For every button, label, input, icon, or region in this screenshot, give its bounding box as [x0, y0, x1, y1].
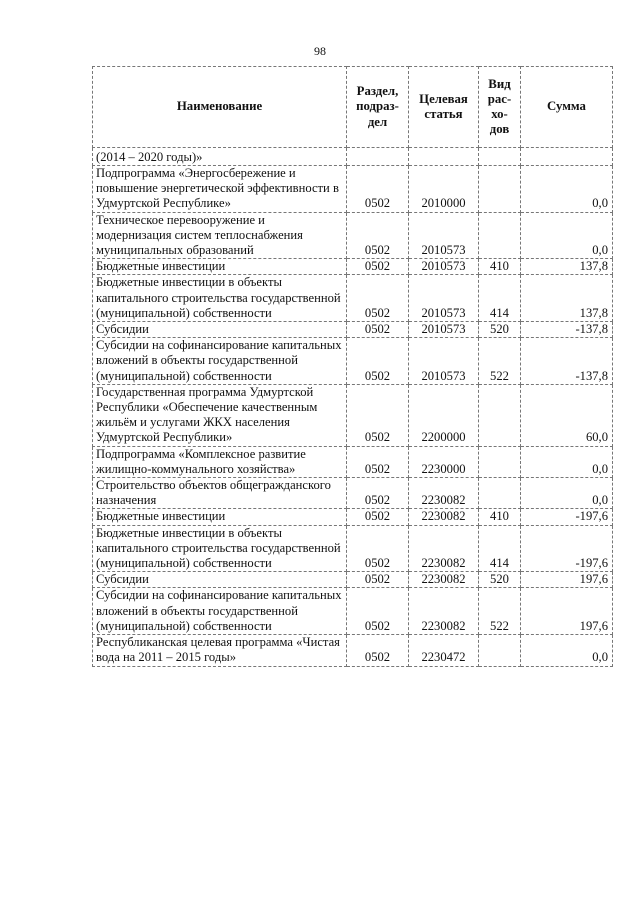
- cell-name: Бюджетные инвестиции: [93, 259, 347, 275]
- cell-name: Субсидии: [93, 572, 347, 588]
- cell-type: [479, 446, 521, 477]
- cell-type: 522: [479, 588, 521, 635]
- cell-target: 2230082: [409, 525, 479, 572]
- table-header-row: [93, 67, 613, 148]
- cell-target: 2010573: [409, 259, 479, 275]
- cell-target: 2230082: [409, 588, 479, 635]
- cell-section: 0502: [347, 338, 409, 385]
- cell-sum: [521, 148, 613, 166]
- cell-target: 2200000: [409, 384, 479, 446]
- cell-section: 0502: [347, 525, 409, 572]
- cell-section: 0502: [347, 588, 409, 635]
- cell-target: 2230472: [409, 635, 479, 666]
- cell-name: Бюджетные инвестиции в объекты капитального строительства государственной (муниципальной) собственности: [93, 275, 347, 322]
- cell-section: [347, 148, 409, 166]
- cell-section: 0502: [347, 478, 409, 509]
- cell-name: Субсидии на софинансирование капитальных вложений в объекты государственной (муниципальной) собственности: [93, 338, 347, 385]
- page-number: 98: [314, 44, 326, 58]
- cell-name: Строительство объектов общегражданского назначения: [93, 478, 347, 509]
- cell-section: 0502: [347, 166, 409, 213]
- budget-table: [92, 66, 613, 667]
- table-row: [93, 166, 613, 213]
- cell-name: Субсидии на софинансирование капитальных вложений в объекты государственной (муниципальной) собственности: [93, 588, 347, 635]
- table-row: [93, 338, 613, 385]
- cell-type: [479, 212, 521, 259]
- cell-target: 2010000: [409, 166, 479, 213]
- cell-type: [479, 384, 521, 446]
- cell-type: [479, 635, 521, 666]
- table-body: [93, 148, 613, 667]
- cell-target: 2230082: [409, 509, 479, 525]
- cell-name: Республиканская целевая программа «Чистая вода на 2011 – 2015 годы»: [93, 635, 347, 666]
- cell-sum: -197,6: [521, 525, 613, 572]
- cell-name: Подпрограмма «Комплексное развитие жилищно-коммунального хозяйства»: [93, 446, 347, 477]
- cell-target: 2230082: [409, 572, 479, 588]
- cell-target: 2010573: [409, 322, 479, 338]
- cell-type: 414: [479, 525, 521, 572]
- cell-section: 0502: [347, 509, 409, 525]
- cell-sum: 0,0: [521, 166, 613, 213]
- header-sum: Сумма: [521, 67, 613, 148]
- cell-sum: -197,6: [521, 509, 613, 525]
- table-row: [93, 275, 613, 322]
- table-row: [93, 446, 613, 477]
- table-row: [93, 259, 613, 275]
- cell-sum: 197,6: [521, 572, 613, 588]
- cell-section: 0502: [347, 212, 409, 259]
- cell-type: [479, 478, 521, 509]
- cell-section: 0502: [347, 446, 409, 477]
- cell-type: 414: [479, 275, 521, 322]
- header-target: Целевая статья: [409, 67, 479, 148]
- table-row: [93, 509, 613, 525]
- cell-sum: 0,0: [521, 478, 613, 509]
- cell-type: 520: [479, 572, 521, 588]
- cell-section: 0502: [347, 275, 409, 322]
- cell-target: 2010573: [409, 338, 479, 385]
- cell-sum: 0,0: [521, 446, 613, 477]
- cell-sum: 137,8: [521, 259, 613, 275]
- cell-sum: 197,6: [521, 588, 613, 635]
- table-row: [93, 212, 613, 259]
- header-section: Раздел, подраз-дел: [347, 67, 409, 148]
- cell-sum: -137,8: [521, 338, 613, 385]
- cell-target: 2230082: [409, 478, 479, 509]
- cell-section: 0502: [347, 322, 409, 338]
- cell-type: 410: [479, 509, 521, 525]
- cell-type: 522: [479, 338, 521, 385]
- header-name: Наименование: [93, 67, 347, 148]
- table-row: [93, 572, 613, 588]
- cell-target: 2230000: [409, 446, 479, 477]
- cell-type: 520: [479, 322, 521, 338]
- table-row: [93, 148, 613, 166]
- cell-type: [479, 166, 521, 213]
- cell-target: [409, 148, 479, 166]
- cell-section: 0502: [347, 572, 409, 588]
- cell-name: Бюджетные инвестиции: [93, 509, 347, 525]
- table-row: [93, 322, 613, 338]
- cell-name: (2014 – 2020 годы)»: [93, 148, 347, 166]
- cell-type: [479, 148, 521, 166]
- cell-sum: -137,8: [521, 322, 613, 338]
- table-row: [93, 384, 613, 446]
- cell-sum: 0,0: [521, 635, 613, 666]
- cell-section: 0502: [347, 635, 409, 666]
- cell-sum: 0,0: [521, 212, 613, 259]
- cell-target: 2010573: [409, 275, 479, 322]
- cell-name: Бюджетные инвестиции в объекты капитального строительства государственной (муниципальной) собственности: [93, 525, 347, 572]
- cell-section: 0502: [347, 384, 409, 446]
- cell-name: Подпрограмма «Энергосбережение и повышение энергетической эффективности в Удмуртской Республике»: [93, 166, 347, 213]
- table-row: [93, 588, 613, 635]
- table-row: [93, 478, 613, 509]
- cell-type: 410: [479, 259, 521, 275]
- table-row: [93, 635, 613, 666]
- cell-name: Субсидии: [93, 322, 347, 338]
- table-row: [93, 525, 613, 572]
- cell-name: Техническое перевооружение и модернизация систем теплоснабжения муниципальных образований: [93, 212, 347, 259]
- cell-target: 2010573: [409, 212, 479, 259]
- cell-section: 0502: [347, 259, 409, 275]
- cell-sum: 137,8: [521, 275, 613, 322]
- cell-sum: 60,0: [521, 384, 613, 446]
- cell-name: Государственная программа Удмуртской Республики «Обеспечение качественным жильём и услугами ЖКХ населения Удмуртской Республики»: [93, 384, 347, 446]
- header-type: Вид рас-хо-дов: [479, 67, 521, 148]
